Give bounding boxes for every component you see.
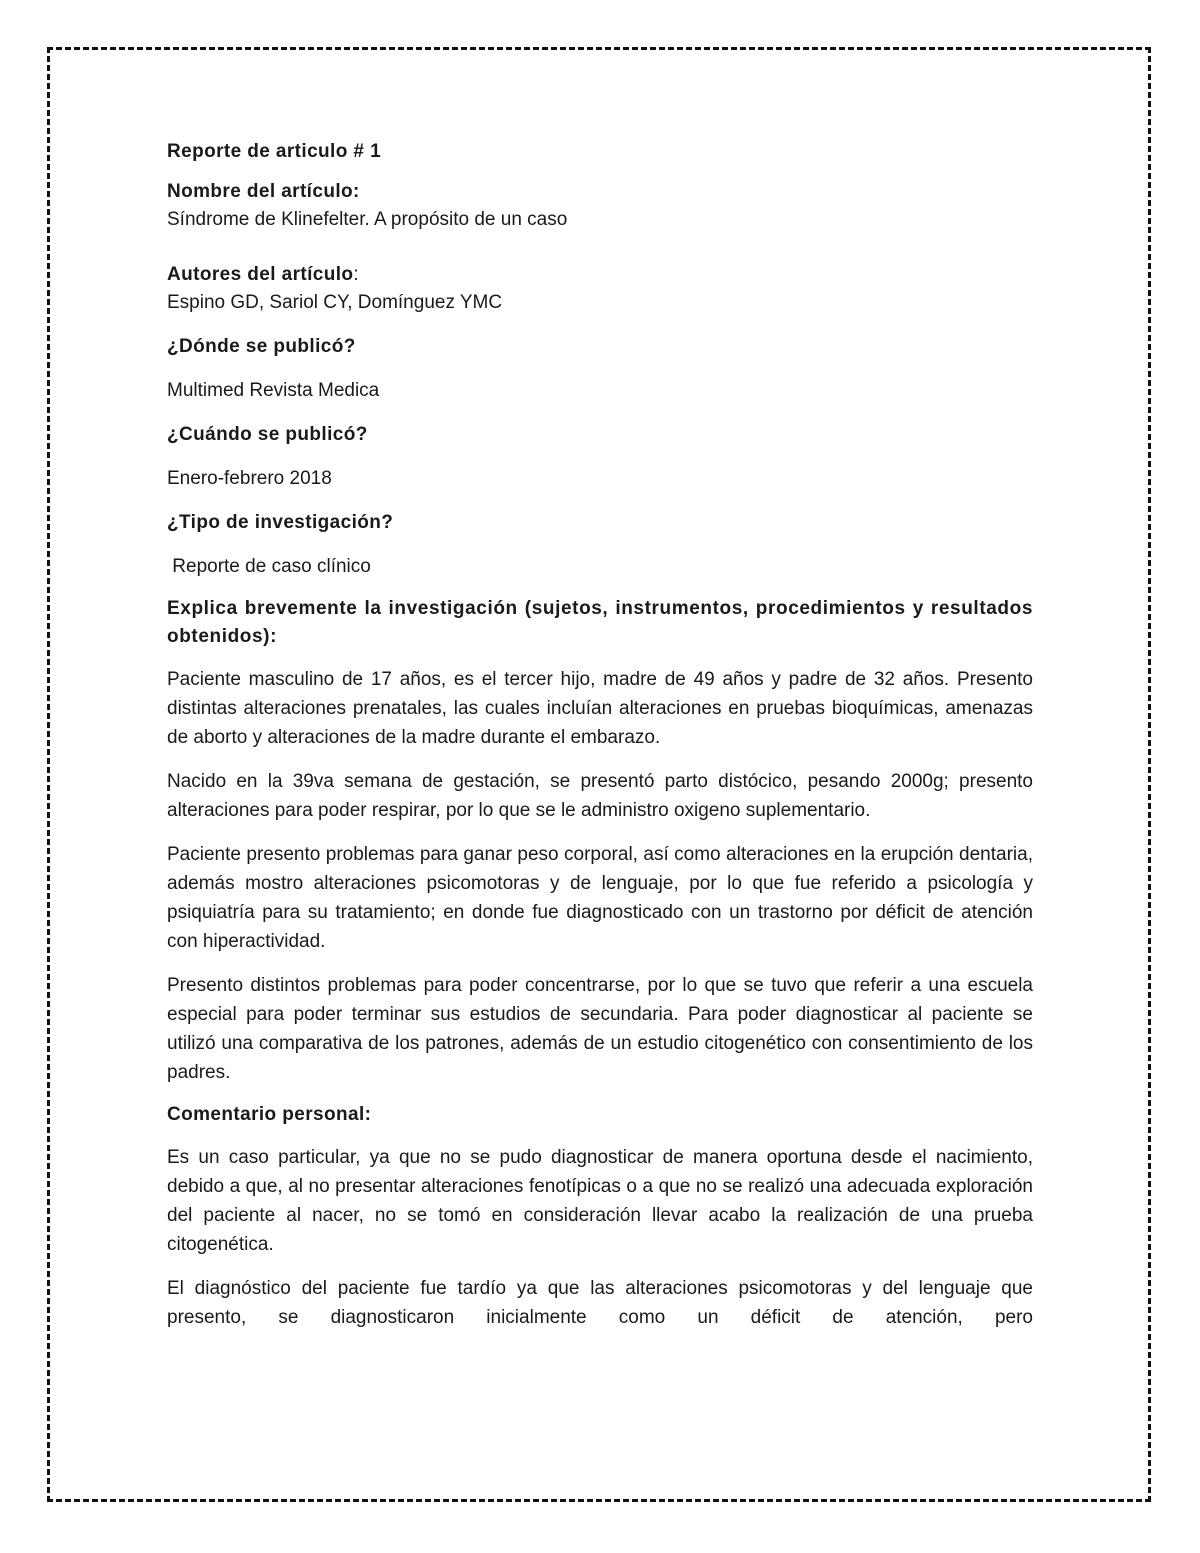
when-label: ¿Cuándo se publicó? [167,424,368,445]
comment-label: Comentario personal: [167,1104,372,1125]
type-value: Reporte de caso clínico [167,556,371,577]
when-value: Enero-febrero 2018 [167,468,332,489]
comment-paragraph-2: El diagnóstico del paciente fue tardío ya que las alteraciones psicomotoras y del lenguaje que presento, se diagnosticaron inicialmente como un déficit de atención, pero [167,1278,1033,1328]
authors-label: Autores del artículo [167,264,354,285]
report-title: Reporte de articulo # 1 [167,141,382,162]
authors-label-line [167,261,1033,289]
authors: Espino GD, Sariol CY, Domínguez YMC [167,292,503,313]
explain-paragraph-4: Presento distintos problemas para poder concentrarse, por lo que se tuvo que referir a una escuela especial para poder terminar sus estudios de secundaria. Para poder diagnosticar al paciente se utilizó una comparativa de los patrones, además de un estudio citogenético con consentimiento de los padres. [167,975,1033,1083]
type-label: ¿Tipo de investigación? [167,512,394,533]
explain-paragraph-1: Paciente masculino de 17 años, es el tercer hijo, madre de 49 años y padre de 32 años. Presento distintas alteraciones prenatales, las cuales incluían alteraciones en pruebas bioquímicas, amenazas de aborto y alteraciones de la madre durante el embarazo. [167,669,1033,748]
document-body [167,138,1033,1332]
explain-paragraph-2: Nacido en la 39va semana de gestación, se presentó parto distócico, pesando 2000g; presento alteraciones para poder respirar, por lo que se le administro oxigeno suplementario. [167,771,1033,821]
article-name-label: Nombre del artículo: [167,181,360,202]
authors-colon: : [353,264,360,285]
explain-label: Explica brevemente la investigación (sujetos, instrumentos, procedimientos y resultados obtenidos): [167,598,1033,647]
comment-paragraph-1: Es un caso particular, ya que no se pudo diagnosticar de manera oportuna desde el nacimiento, debido a que, al no presentar alteraciones fenotípicas o a que no se realizó una adecuada exploración del paciente al nacer, no se tomó en consideración llevar acabo la realización de una prueba citogenética. [167,1147,1033,1255]
explain-paragraph-3: Paciente presento problemas para ganar peso corporal, así como alteraciones en la erupción dentaria, además mostro alteraciones psicomotoras y de lenguaje, por lo que fue referido a psicología y psiquiatría para su tratamiento; en donde fue diagnosticado con un trastorno por déficit de atención con hiperactividad. [167,844,1033,952]
where-value: Multimed Revista Medica [167,380,380,401]
where-label: ¿Dónde se publicó? [167,336,356,357]
article-name: Síndrome de Klinefelter. A propósito de un caso [167,209,568,230]
